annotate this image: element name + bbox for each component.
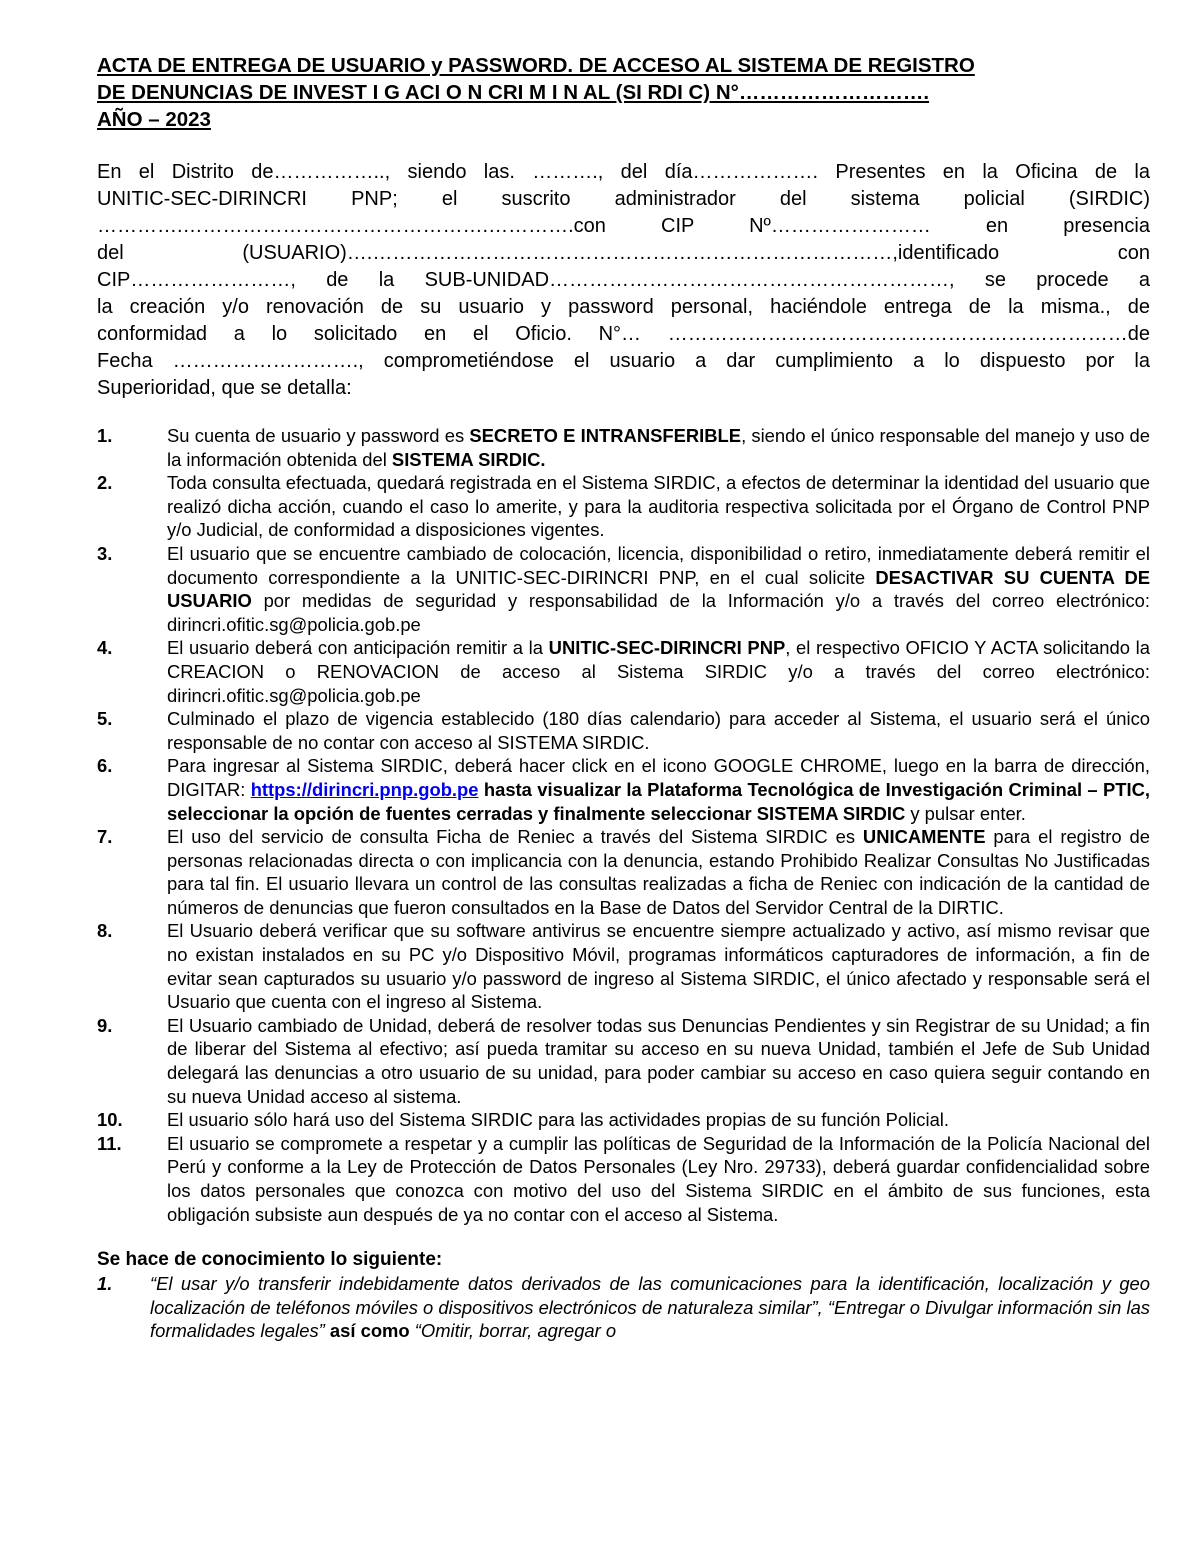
item-number: 9. — [97, 1014, 113, 1036]
knowledge-item: 1. “El usar y/o transferir indebidamente datos derivados de las comunicaciones para la identificación, localización y geo localización de teléfonos móviles o dispositivos electrónicos de naturaleza similar”, “Entregar o Divulgar información sin las formalidades legales” así como “Omitir, borrar, agregar o — [97, 1273, 1150, 1342]
title-line-1: ACTA DE ENTREGA DE USUARIO y PASSWORD. DE ACCESO AL SISTEMA DE REGISTRO — [97, 54, 975, 77]
emphasis: hasta visualizar la Plataforma Tecnológica de Investigación Criminal – PTIC, seleccionar la opción de fuentes cerradas y finalmente seleccionar SISTEMA SIRDIC — [167, 778, 1150, 824]
intro-line-5: CIP……………………, de la SUB-UNIDAD……………………………………………………, se procede a — [97, 269, 1150, 291]
intro-line-3: ………….……………………………………….………….con CIP Nº…………………… en presencia — [97, 215, 1150, 237]
intro-line-6: la creación y/o renovación de su usuario y password personal, haciéndole entrega de la misma., de — [97, 296, 1150, 318]
list-item: 8. El Usuario deberá verificar que su software antivirus se encuentre siempre actualizado y activo, así mismo revisar que no existan instalados en su PC y/o Dispositivo Móvil, programas informáticos capturadores de información, a fin de evitar sean capturados su usuario y/o password de ingreso al Sistema SIRDIC, el único afectado y responsable será el Usuario que cuenta con el ingreso al Sistema. — [97, 920, 1150, 1013]
intro-line-8: Fecha ………………………., comprometiéndose el usuario a dar cumplimiento a lo dispuesto por la — [97, 350, 1150, 372]
list-item: 1. Su cuenta de usuario y password es SECRETO E INTRANSFERIBLE, siendo el único responsable del manejo y uso de la información obtenida del SISTEMA SIRDIC. — [97, 425, 1150, 470]
intro-line-2: UNITIC-SEC-DIRINCRI PNP; el suscrito administrador del sistema policial (SIRDIC) — [97, 188, 1150, 210]
emphasis: UNICAMENTE — [862, 826, 986, 848]
list-item: 9. El Usuario cambiado de Unidad, deberá de resolver todas sus Denuncias Pendientes y sin Registrar de su Unidad; a fin de liberar del Sistema al efectivo; así pueda tramitar su acceso en su nueva Unidad, también el Jefe de Sub Unidad delegará las denuncias a otro usuario de su unidad, para poder cambiar su acceso en caso quiera seguir contando en su nueva Unidad acceso al sistema. — [97, 1014, 1150, 1107]
sirdic-url-link[interactable]: https://dirincri.pnp.gob.pe — [250, 778, 479, 800]
item-number: 6. — [97, 755, 113, 777]
list-item: 10. El usuario sólo hará uso del Sistema SIRDIC para las actividades propias de su función Policial. — [97, 1109, 950, 1131]
emphasis: así como — [329, 1320, 410, 1342]
emphasis: UNITIC-SEC-DIRINCRI PNP — [548, 637, 786, 659]
emphasis: SISTEMA SIRDIC. — [391, 448, 546, 470]
item-number: 1. — [97, 425, 113, 446]
item-number: 1. — [97, 1273, 113, 1295]
intro-line-1: En el Distrito de…………….., siendo las. ………., del día………………. Presentes en la Oficina de la — [97, 161, 1150, 183]
item-number: 10. — [97, 1109, 123, 1131]
document-title — [97, 52, 1150, 133]
knowledge-heading: Se hace de conocimiento lo siguiente: — [97, 1249, 443, 1271]
list-item: 6. Para ingresar al Sistema SIRDIC, deberá hacer click en el icono GOOGLE CHROME, luego en la barra de dirección, DIGITAR: https://dirincri.pnp.gob.pe hasta visualizar la Plataforma Tecnológica de Investigación Criminal – PTIC, seleccionar la opción de fuentes cerradas y finalmente seleccionar SISTEMA SIRDIC y pulsar enter. — [97, 755, 1150, 824]
document-page — [97, 52, 1150, 1343]
item-number: 2. — [97, 472, 113, 494]
title-line-3: AÑO – 2023 — [97, 108, 211, 131]
list-item: 7. El uso del servicio de consulta Ficha de Reniec a través del Sistema SIRDIC es UNICAMENTE para el registro de personas relacionadas directa o con implicancia con la denuncia, estando Prohibido Realizar Consultas No Justificadas para tal fin. El usuario llevara un control de las consultas realizadas a ficha de Reniec con indicación de la cantidad de números de denuncias que fueron consultados en la Base de Datos del Servidor Central de la DIRTIC. — [97, 826, 1150, 918]
item-number: 7. — [97, 826, 113, 848]
list-item: 3. El usuario que se encuentre cambiado de colocación, licencia, disponibilidad o retiro, inmediatamente deberá remitir el documento correspondiente a la UNITIC-SEC-DIRINCRI PNP, en el cual solicite DESACTIVAR SU CUENTA DE USUARIO por medidas de seguridad y responsabilidad de la Información y/o a través del correo electrónico: dirincri.ofitic.sg@policia.gob.pe — [97, 542, 1150, 635]
list-item: 5. Culminado el plazo de vigencia establecido (180 días calendario) para acceder al Sistema, el usuario será el único responsable de no contar con acceso al SISTEMA SIRDIC. — [97, 708, 1150, 753]
item-number: 5. — [97, 708, 113, 730]
intro-line-4: del (USUARIO)….……………………………………………………………………,identificado con — [97, 242, 1150, 264]
intro-paragraph — [97, 159, 1150, 402]
list-item: 11. El usuario se compromete a respetar y a cumplir las políticas de Seguridad de la Información de la Policía Nacional del Perú y conforme a la Ley de Protección de Datos Personales (Ley Nro. 29733), deberá guardar confidencialidad sobre los datos personales que conozca con motivo del uso del Sistema SIRDIC en el ámbito de sus funciones, esta obligación subsiste aun después de ya no contar con el acceso al Sistema. — [97, 1132, 1150, 1225]
intro-line-9: Superioridad, que se detalla: — [97, 377, 352, 399]
list-item: 4. El usuario deberá con anticipación remitir a la UNITIC-SEC-DIRINCRI PNP, el respectivo OFICIO Y ACTA solicitando la CREACION o RENOVACION de acceso al Sistema SIRDIC y/o a través del correo electrónico: dirincri.ofitic.sg@policia.gob.pe — [97, 637, 1150, 706]
item-number: 8. — [97, 920, 113, 942]
emphasis: SECRETO E INTRANSFERIBLE — [469, 425, 742, 446]
item-number: 11. — [97, 1132, 122, 1154]
obligations-list — [97, 424, 1150, 1226]
emphasis: DESACTIVAR SU CUENTA DE USUARIO — [167, 566, 1150, 612]
item-number: 3. — [97, 542, 113, 564]
item-number: 4. — [97, 637, 113, 659]
list-item: 2. Toda consulta efectuada, quedará registrada en el Sistema SIRDIC, a efectos de determinar la identidad del usuario que realizó dicha acción, cuando el caso lo amerite, y para la auditoria respectiva solicitada por el Órgano de Control PNP y/o Judicial, de conformidad a disposiciones vigentes. — [97, 472, 1150, 541]
title-line-2: DE DENUNCIAS DE INVEST I G ACI O N CRI M I N AL (SI RDI C) N°………………………. — [97, 81, 930, 104]
intro-line-7: conformidad a lo solicitado en el Oficio. N°… ……………………………………………………………de — [97, 323, 1150, 345]
